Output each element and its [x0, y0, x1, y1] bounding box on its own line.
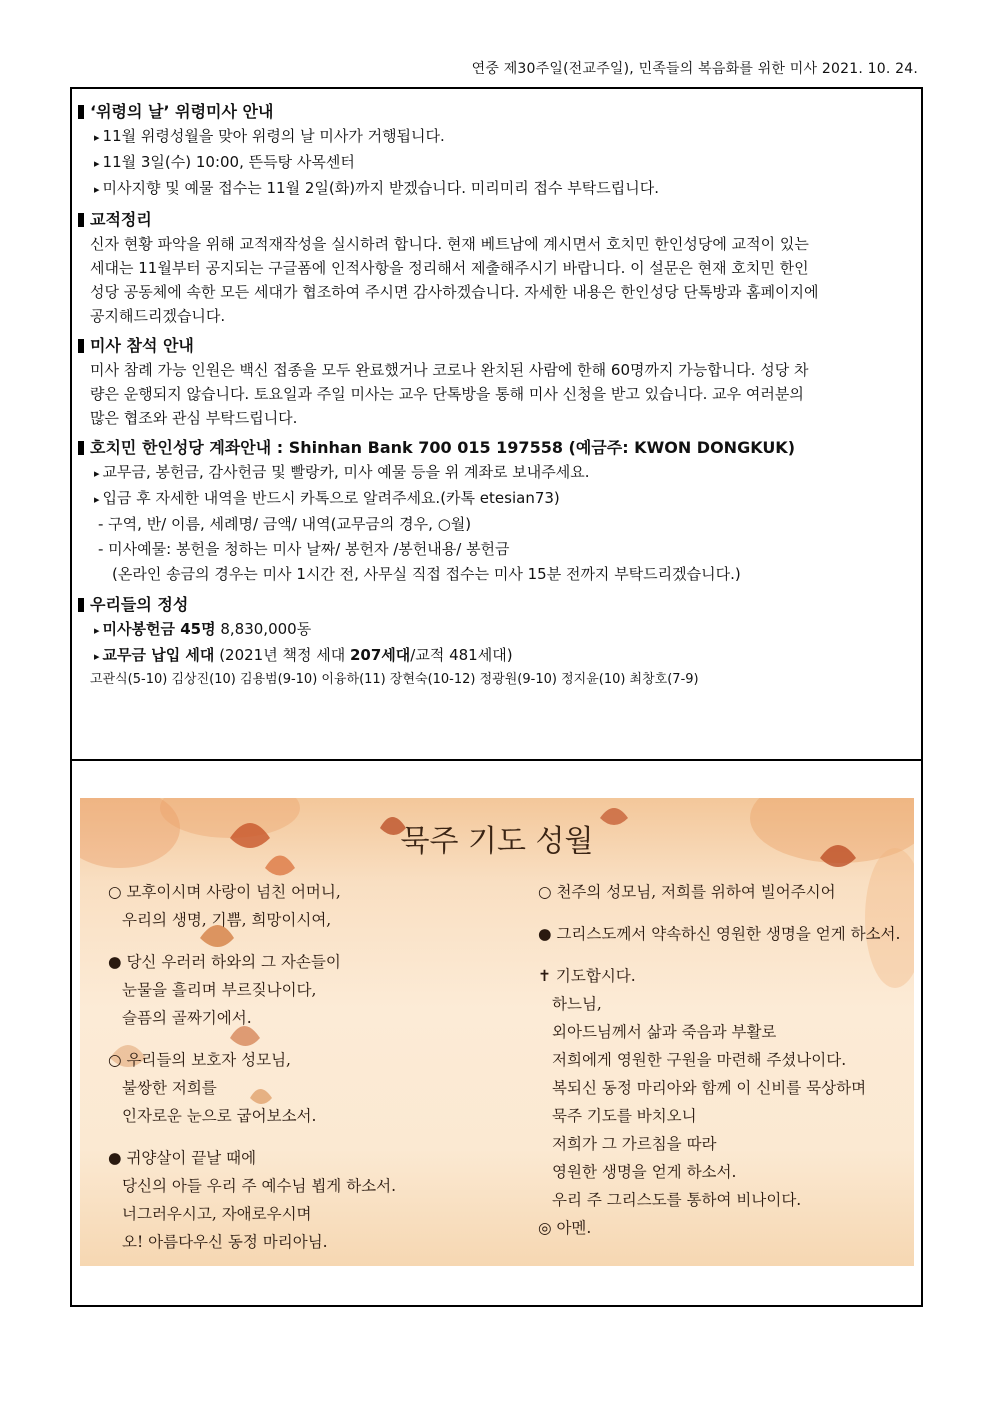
tithe-line: [94, 643, 918, 669]
triangle-bullet-icon: ▸: [94, 624, 100, 637]
list-item: [94, 150, 918, 176]
donor-names: 고관식(5-10) 김상진(10) 김용범(9-10) 이융하(11) 장현숙(10-12) 정광원(9-10) 정지윤(10) 최창호(7-9): [90, 672, 699, 687]
prayer-line: ○ 천주의 성모님, 저희를 위하여 빌어주시어: [538, 883, 836, 901]
tithe-close: /교적 481세대): [410, 646, 513, 664]
prayer-line: 슬픔의 골짜기에서.: [122, 1009, 252, 1027]
triangle-bullet-icon: ▸: [94, 157, 100, 170]
tithe-label: 교무금 납입 세대: [102, 646, 215, 664]
triangle-bullet-icon: ▸: [94, 131, 100, 144]
rosary-prayer-banner: [80, 798, 914, 1266]
offering-line: [94, 617, 918, 643]
banner-title: 묵주 기도 성월: [400, 824, 594, 859]
prayer-line: 우리 주 그리스도를 통하여 비나이다.: [552, 1191, 802, 1209]
paragraph-line: 신자 현황 파악을 위해 교적재작성을 실시하려 합니다. 현재 베트남에 계시면서 호치민 한인성당에 교적이 있는: [90, 235, 809, 253]
section-title-registry: [78, 208, 918, 232]
section-marker-icon: [78, 339, 84, 353]
prayer-line: ◎ 아멘.: [538, 1219, 592, 1237]
prayer-line: ○ 모후이시며 사랑이 넘친 어머니,: [108, 883, 341, 901]
section-marker-icon: [78, 441, 84, 455]
paragraph-line: 공지해드리겠습니다.: [90, 307, 226, 325]
section-title-text: 미사 참석 안내: [90, 336, 194, 355]
prayer-line: ○ 우리들의 보호자 성모님,: [108, 1051, 291, 1069]
prayer-line: 복되신 동정 마리아와 함께 이 신비를 묵상하며: [552, 1079, 867, 1097]
stanza-gap: [108, 1130, 396, 1144]
tithe-count: 207세대: [349, 646, 411, 664]
prayer-line: ● 그리스도께서 약속하신 영원한 생명을 얻게 하소서.: [538, 925, 901, 943]
triangle-bullet-icon: ▸: [94, 467, 100, 480]
prayer-line: ✝ 기도합시다.: [538, 967, 636, 985]
list-item: [94, 486, 918, 512]
section-title-text: 교적정리: [90, 210, 152, 229]
offering-label: 미사봉헌금 45명: [102, 620, 216, 638]
section-title-bank-account: [78, 436, 918, 460]
section-title-text: ‘위령의 날’ 위령미사 안내: [90, 102, 274, 121]
list-item: [94, 176, 918, 202]
offering-amount: 8,830,000동: [220, 620, 312, 638]
triangle-bullet-icon: ▸: [94, 183, 100, 196]
prayer-line: 묵주 기도를 바치오니: [552, 1107, 697, 1125]
list-item-text: 입금 후 자세한 내역을 반드시 카톡으로 알려주세요.(카톡 etesian73): [102, 489, 560, 507]
prayer-right-column: [538, 878, 900, 1242]
list-item-text: 교무금, 봉헌금, 감사헌금 및 빨랑카, 미사 예물 등을 위 계좌로 보내주세요.: [102, 463, 590, 481]
paragraph-line: 세대는 11월부터 공지되는 구글폼에 인적사항을 정리해서 제출해주시기 바랍니다. 이 설문은 현재 호치민 한인: [90, 259, 809, 277]
stanza-gap: [108, 1032, 396, 1046]
section-title-text: 호치민 한인성당 계좌안내 : Shinhan Bank 700 015 197558 (예금주: KWON DONGKUK): [90, 438, 796, 457]
section-marker-icon: [78, 598, 84, 612]
notices-content: [78, 100, 918, 691]
paragraph-line: 량은 운행되지 않습니다. 토요일과 주일 미사는 교우 단톡방을 통해 미사 신청을 받고 있습니다. 교우 여러분의: [90, 385, 804, 403]
prayer-line: 외아드님께서 삶과 죽음과 부활로: [552, 1023, 777, 1041]
prayer-line: 우리의 생명, 기쁨, 희망이시여,: [122, 911, 332, 929]
prayer-line: ● 귀양살이 끝날 때에: [108, 1149, 257, 1167]
sub-item: (온라인 송금의 경우는 미사 1시간 전, 사무실 직접 접수는 미사 15분 전까지 부탁드리겠습니다.): [112, 565, 741, 583]
prayer-left-column: [108, 878, 396, 1256]
prayer-line: ● 당신 우러러 하와의 그 자손들이: [108, 953, 341, 971]
list-item-text: 11월 3일(수) 10:00, 뜬득탕 사목센터: [102, 153, 355, 171]
sub-item: - 미사예물: 봉헌을 청하는 미사 날짜/ 봉헌자 /봉헌내용/ 봉헌금: [98, 540, 510, 558]
prayer-line: 너그러우시고, 자애로우시며: [122, 1205, 312, 1223]
bulletin-header: 연중 제30주일(전교주일), 민족들의 복음화를 위한 미사 2021. 10. 24.: [471, 61, 918, 77]
stanza-gap: [538, 906, 900, 920]
paragraph-line: 성당 공동체에 속한 모든 세대가 협조하여 주시면 감사하겠습니다. 자세한 내용은 한인성당 단톡방과 홈페이지에: [90, 283, 819, 301]
prayer-line: 불쌍한 저희를: [122, 1079, 217, 1097]
section-title-mass-attendance: [78, 334, 918, 358]
stanza-gap: [538, 948, 900, 962]
paragraph-line: 미사 참례 가능 인원은 백신 접종을 모두 완료했거나 코로나 완치된 사람에 한해 60명까지 가능합니다. 성당 차: [90, 361, 809, 379]
triangle-bullet-icon: ▸: [94, 493, 100, 506]
list-item-text: 미사지향 및 예물 접수는 11월 2일(화)까지 받겠습니다. 미리미리 접수 부탁드립니다.: [102, 179, 659, 197]
prayer-line: 하느님,: [552, 995, 602, 1013]
tithe-open: (2021년 책정 세대: [219, 646, 350, 664]
list-item: [94, 460, 918, 486]
prayer-line: 당신의 아들 우리 주 예수님 뵙게 하소서.: [122, 1177, 397, 1195]
prayer-line: 오! 아름다우신 동정 마리아님.: [122, 1233, 328, 1251]
list-item-text: 11월 위령성월을 맞아 위령의 날 미사가 거행됩니다.: [102, 127, 445, 145]
prayer-line: 눈물을 흘리며 부르짖나이다,: [122, 981, 317, 999]
prayer-line: 인자로운 눈으로 굽어보소서.: [122, 1107, 317, 1125]
section-title-text: 우리들의 정성: [90, 595, 189, 614]
stanza-gap: [108, 934, 396, 948]
prayer-line: 저희가 그 가르침을 따라: [552, 1135, 717, 1153]
section-marker-icon: [78, 213, 84, 227]
triangle-bullet-icon: ▸: [94, 650, 100, 663]
prayer-line: 영원한 생명을 얻게 하소서.: [552, 1163, 737, 1181]
section-title-offerings: [78, 593, 918, 617]
section-title-memorial: [78, 100, 918, 124]
prayer-line: 저희에게 영원한 구원을 마련해 주셨나이다.: [552, 1051, 847, 1069]
section-marker-icon: [78, 105, 84, 119]
paragraph-line: 많은 협조와 관심 부탁드립니다.: [90, 409, 298, 427]
list-item: [94, 124, 918, 150]
sub-item: - 구역, 반/ 이름, 세례명/ 금액/ 내역(교무금의 경우, ○월): [98, 515, 472, 533]
